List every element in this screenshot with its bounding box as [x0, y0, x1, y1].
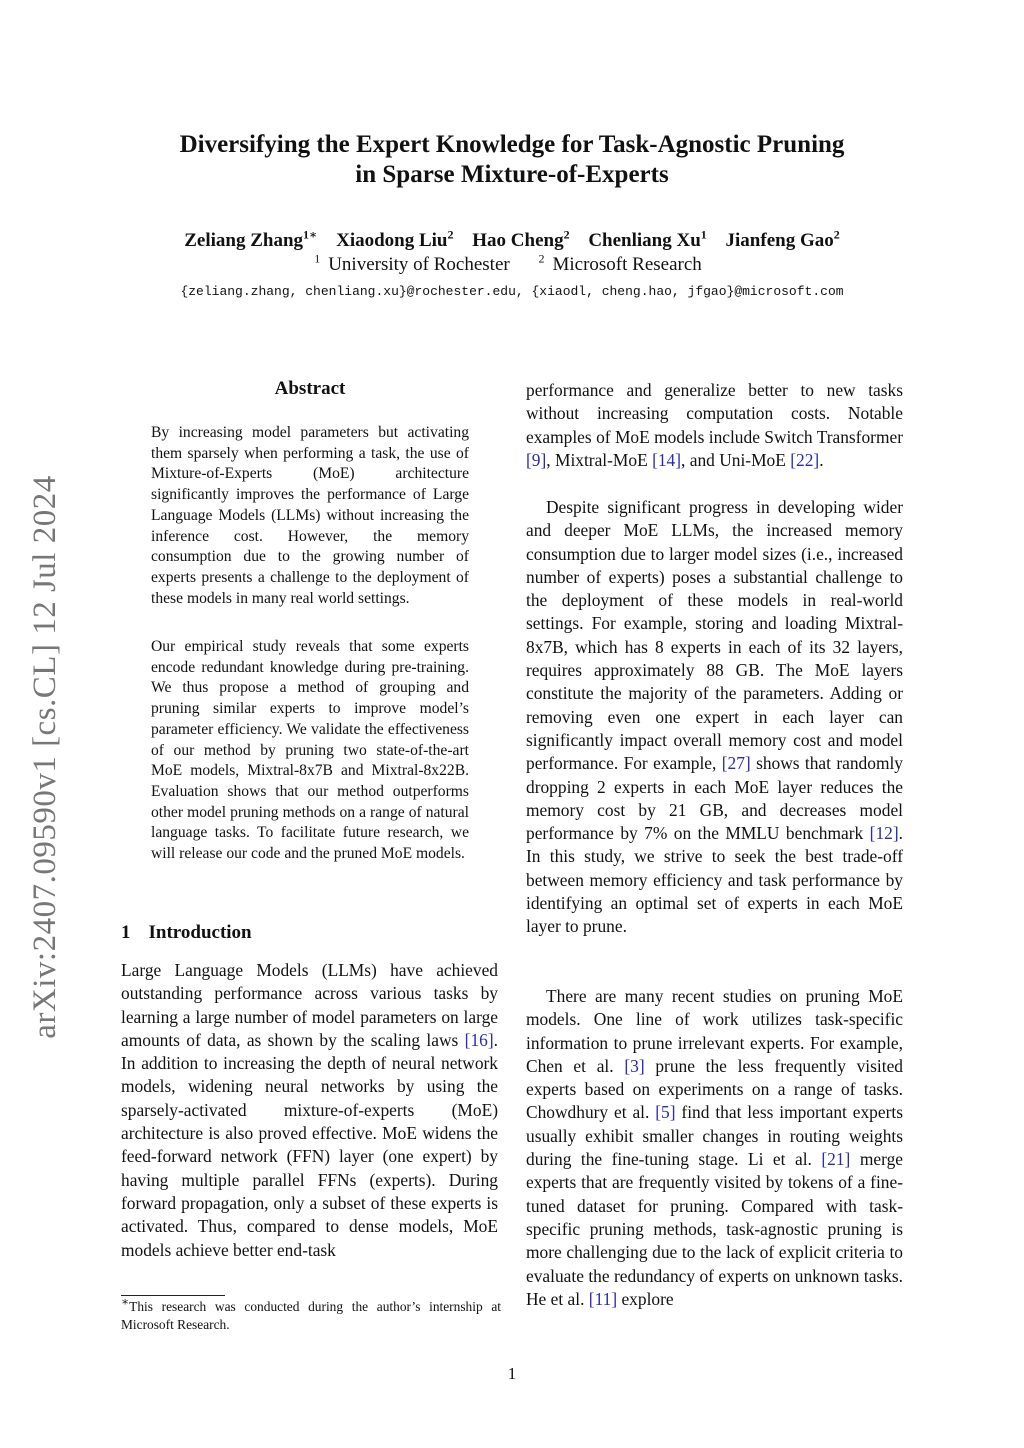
citation-link[interactable]: [14] [652, 449, 682, 470]
citation-link[interactable]: [5] [655, 1102, 676, 1123]
author: Chenliang Xu$^1$ [588, 227, 707, 251]
citation-link[interactable]: [3] [624, 1055, 645, 1076]
abstract-paragraph: By increasing model parameters but activating them sparsely when performing a task, the use of Mixture-of-Experts (MoE) architecture significantly improves the performance of Large Language Models (LLMs) without increasing the inference cost. However, the memory consumption due to the growing number of experts presents a challenge to the deployment of these models in many real world settings. [151, 424, 469, 607]
author-list [80, 229, 944, 253]
citation-link[interactable]: [27] [721, 753, 751, 774]
citation-link[interactable]: [12] [869, 823, 899, 844]
arxiv-identifier-stamp: arXiv:2407.09590v1 [cs.CL] 12 Jul 2024 [27, 475, 63, 1039]
citation-link[interactable]: [21] [821, 1149, 851, 1170]
body-paragraph: Despite significant progress in developing wider and deeper MoE LLMs, the increased memory consumption due to larger model sizes (i.e., increased number of experts) poses a substantial challenge to the deployment of these models in real-world settings. For example, storing and loading Mixtral-8x7B, which has 8 experts in each of its 32 layers, requires approximately 88 GB. The MoE layers constitute the majority of the parameters. Adding or removing even one expert in each layer can significantly impact overall memory cost and model performance. For example, [27] shows that randomly dropping 2 experts in each MoE layer reduces the memory cost by 21 GB, and decreases model performance by 7% on the MMLU benchmark [12]. In this study, we strive to seek the best trade-off between memory efficiency and task performance by identifying an optimal set of experts in each MoE layer to prune. [526, 497, 903, 937]
paper-title [80, 130, 944, 190]
abstract-heading: Abstract [274, 378, 346, 399]
author-emails: {zeliang.zhang, chenliang.xu}@rochester.edu, {xiaodl, cheng.hao, jfgao}@microsoft.com [180, 284, 844, 299]
abstract-paragraph: Our empirical study reveals that some experts encode redundant knowledge during pre-training. We thus propose a method of grouping and pruning similar experts to improve model’s parameter efficiency. We validate the effectiveness of our method by pruning two state-of-the-art MoE models, Mixtral-8x7B and Mixtral-8x22B. Evaluation shows that our method outperforms other model pruning methods on a range of natural language tasks. To facilitate future research, we will release our code and the pruned MoE models. [151, 638, 469, 863]
affiliation: $^1$ University of Rochester [314, 251, 510, 275]
citation-link[interactable]: [16] [464, 1029, 494, 1050]
body-paragraph: Large Language Models (LLMs) have achieved outstanding performance across various tasks by learning a large number of model parameters on large amounts of data, as shown by the scaling laws [16]. In addition to increasing the depth of neural network models, widening neural networks by using the sparsely-activated mixture-of-experts (MoE) architecture is also proved effective. MoE widens the feed-forward network (FFN) layer (one expert) by having multiple parallel FFNs (experts). During forward propagation, only a subset of these experts is activated. Thus, compared to dense models, MoE models achieve better end-task [121, 960, 498, 1260]
affiliation: $^2$ Microsoft Research [538, 251, 702, 275]
author: Hao Cheng$^2$ [472, 227, 570, 251]
page-number: 1 [507, 1364, 517, 1383]
section-title: Introduction [148, 922, 252, 943]
citation-link[interactable]: [11] [588, 1288, 618, 1309]
title-line-2: in Sparse Mixture-of-Experts [355, 161, 669, 188]
footnote-divider [121, 1295, 225, 1296]
author: Xiaodong Liu$^2$ [336, 227, 454, 251]
title-line-1: Diversifying the Expert Knowledge for Task-Agnostic Pruning [179, 131, 845, 158]
footnote: ∗This research was conducted during the author’s internship at Microsoft Research. [121, 1294, 501, 1332]
author: Jianfeng Gao$^2$ [725, 227, 840, 251]
author: Zeliang Zhang$^{1∗}$ [184, 227, 318, 251]
body-paragraph: There are many recent studies on pruning MoE models. One line of work utilizes task-specific information to prune irrelevant experts. For example, Chen et al. [3] prune the less frequently visited experts based on experiments on a range of tasks. Chowdhury et al. [5] find that less important experts usually exhibit smaller changes in routing weights during the fine-tuning stage. Li et al. [21] merge experts that are frequently visited by tokens of a fine-tuned dataset for pruning. Compared with task-specific pruning methods, task-agnostic pruning is more challenging due to the lack of explicit criteria to evaluate the redundancy of experts on unknown tasks. He et al. [11] explore [526, 986, 903, 1309]
section-heading [121, 922, 501, 944]
citation-link[interactable]: [22] [790, 449, 820, 470]
citation-link[interactable]: [9] [526, 449, 547, 470]
affiliation-list [80, 253, 944, 277]
section-number: 1 [121, 922, 131, 943]
body-paragraph: performance and generalize better to new tasks without increasing computation costs. Notable examples of MoE models include Switch Transformer [9], Mixtral-MoE [14], and Uni-MoE [22]. [526, 380, 903, 470]
